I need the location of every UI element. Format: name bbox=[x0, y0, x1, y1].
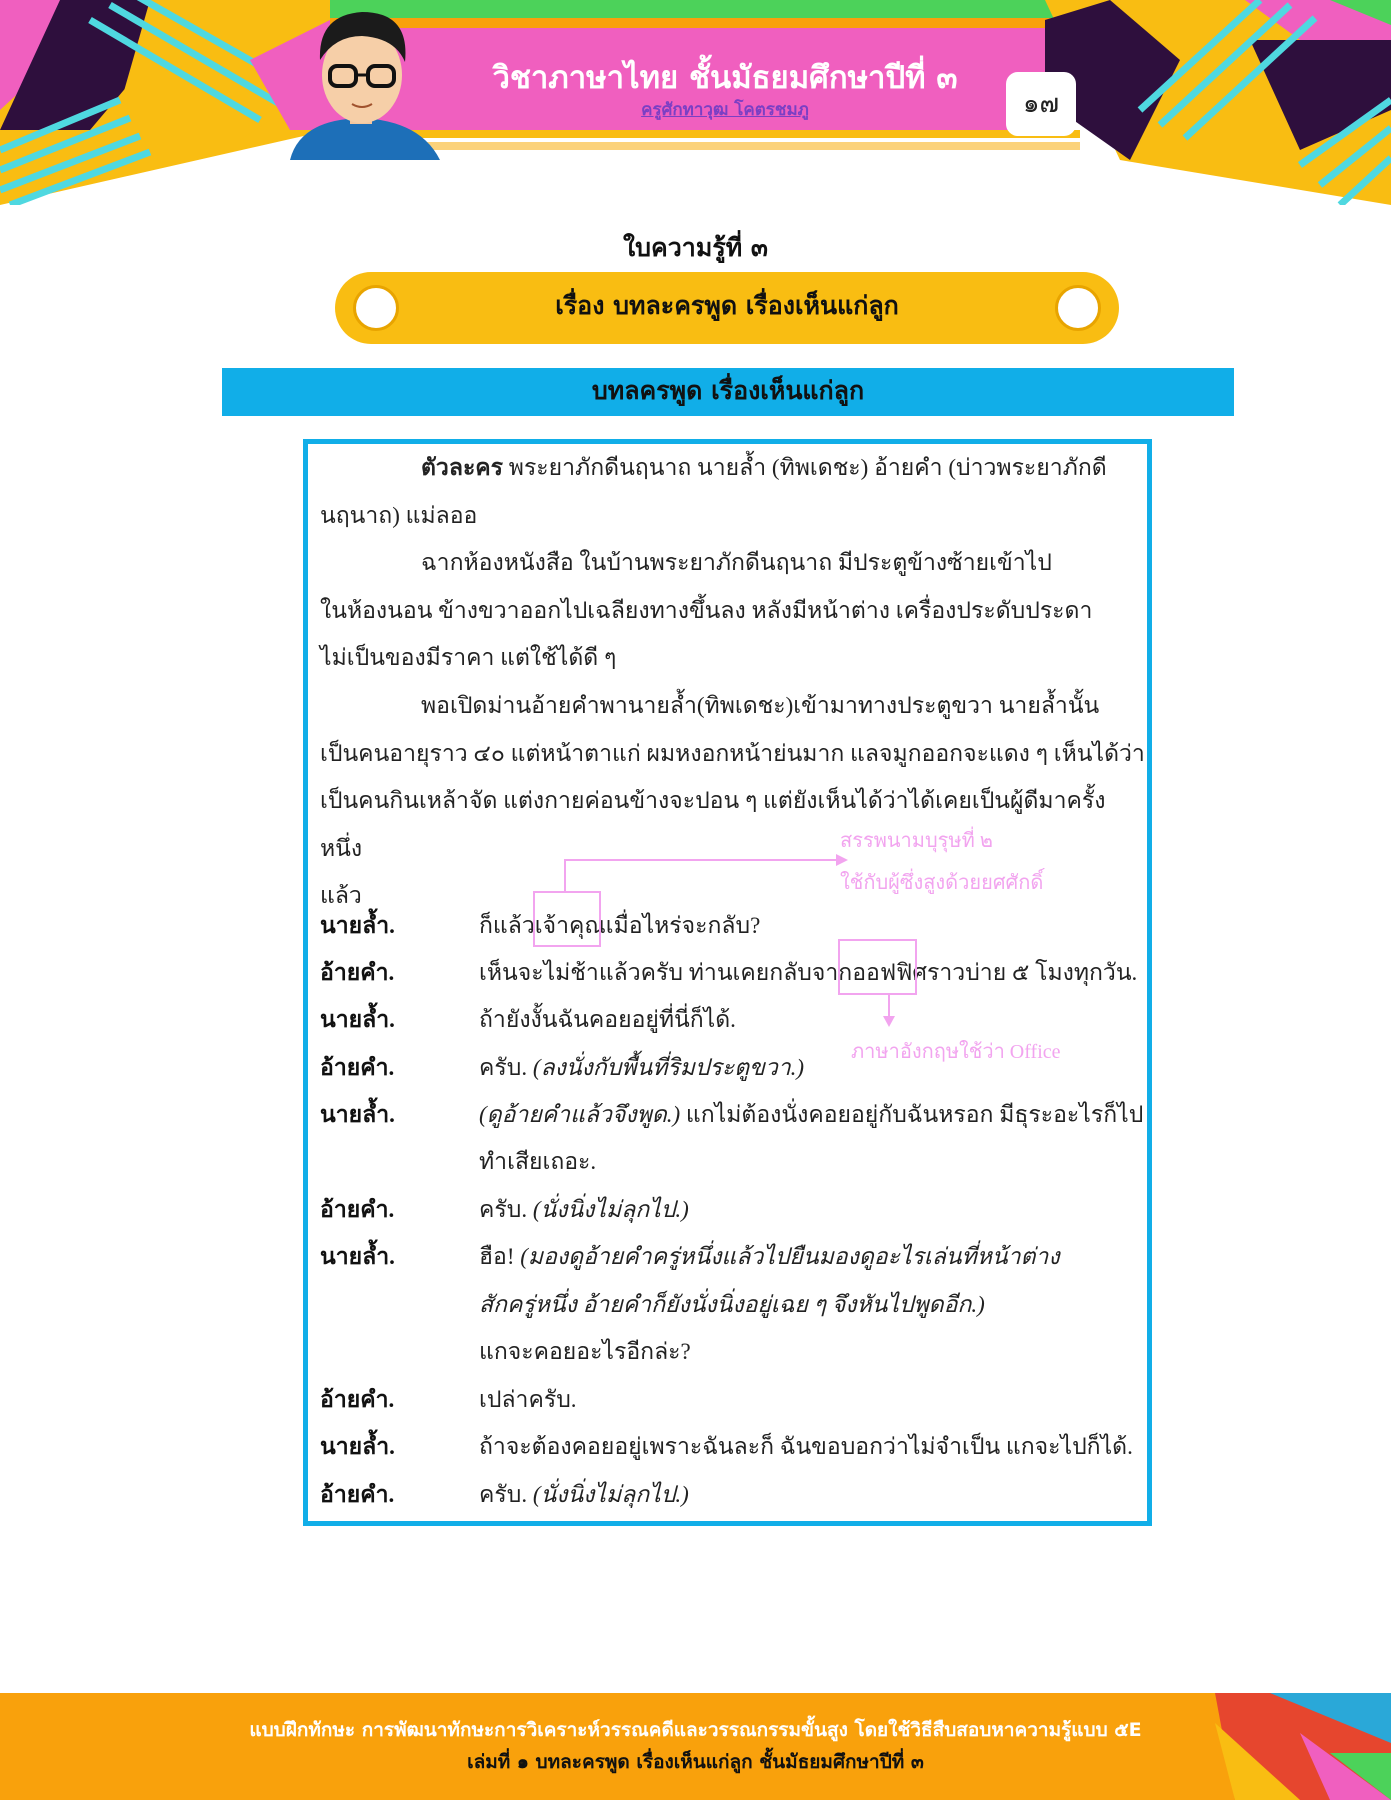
speech-text bbox=[479, 1186, 689, 1234]
speaker-name: นายล้ำ. bbox=[320, 1244, 395, 1269]
speaker-name: อ้ายคำ. bbox=[320, 1055, 395, 1080]
speaker-name: นายล้ำ. bbox=[320, 1434, 395, 1459]
stage-direction: (นั่งนิ่งไม่ลุกไป.) bbox=[532, 1197, 689, 1222]
dialogue-line bbox=[320, 1328, 1145, 1376]
speech-text: ถ้าจะต้องคอยอยู่เพราะฉันละก็ ฉันขอบอกว่าไม่จำเป็น แกจะไปก็ได้. bbox=[479, 1434, 1133, 1459]
speaker-name: นายล้ำ. bbox=[320, 1102, 395, 1127]
speech-text: แกจะคอยอะไรอีกล่ะ? bbox=[479, 1339, 691, 1364]
footer-line-2: เล่มที่ ๑ บทละครพูด เรื่องเห็นแก่ลูก ชั้นมัธยมศึกษาปีที่ ๓ bbox=[467, 1751, 924, 1773]
dialogue-line bbox=[320, 1091, 1145, 1139]
speaker-name: อ้ายคำ. bbox=[320, 960, 395, 985]
speech-text bbox=[479, 1471, 689, 1519]
desc-line-4: แล้ว bbox=[320, 883, 362, 908]
desc-line-3: เป็นคนกินเหล้าจัด แต่งกายค่อนข้างจะปอน ๆ แต่ยังเห็นได้ว่าได้เคยเป็นผู้ดีมาครั้งหนึ่ง bbox=[320, 788, 1106, 861]
annotation-note-2: ภาษาอังกฤษใช้ว่า Office bbox=[851, 1041, 1061, 1063]
characters-label: ตัวละคร bbox=[421, 455, 504, 480]
speech-text: ก็แล้วเจ้าคุณเมื่อไหร่จะกลับ? bbox=[479, 913, 761, 938]
speech-words: ครับ. bbox=[479, 1482, 533, 1507]
speech-text: ถ้ายังงั้นฉันคอยอยู่ที่นี่ก็ได้. bbox=[479, 1007, 736, 1032]
dialogue-line bbox=[320, 1423, 1145, 1471]
annotation-note-1-line-2: ใช้กับผู้ซึ่งสูงด้วยยศศักดิ์ bbox=[840, 872, 1044, 894]
desc-line-2: เป็นคนอายุราว ๔๐ แต่หน้าตาแก่ ผมหงอกหน้าย่นมาก แลจมูกออกจะแดง ๆ เห็นได้ว่า bbox=[320, 740, 1145, 766]
speaker-name: นายล้ำ. bbox=[320, 1007, 395, 1032]
characters-line-2: นฤนาถ) แม่ลออ bbox=[320, 502, 478, 528]
scene-paragraph bbox=[320, 539, 1145, 682]
stage-direction: (นั่งนิ่งไม่ลุกไป.) bbox=[532, 1482, 689, 1507]
scene-line-1: ฉากห้องหนังสือ ในบ้านพระยาภักดีนฤนาถ มีประตูข้างซ้ายเข้าไป bbox=[421, 550, 1052, 575]
teacher-name: ครูศักทาวุฒ โคตรชมภู bbox=[641, 100, 809, 120]
dialogue-line bbox=[320, 1233, 1145, 1281]
speech-text: ทำเสียเถอะ. bbox=[479, 1149, 597, 1174]
scene-line-3: ไม่เป็นของมีราคา แต่ใช้ได้ดี ๆ bbox=[320, 645, 617, 670]
characters-line-1: พระยาภักดีนฤนาถ นายล้ำ (ทิพเดชะ) อ้ายคำ (บ่าวพระยาภักดี bbox=[503, 455, 1107, 480]
topic-title: เรื่อง บทละครพูด เรื่องเห็นแก่ลูก bbox=[555, 291, 899, 320]
speech-text bbox=[479, 1091, 1143, 1139]
knowledge-sheet-number: ใบความรู้ที่ ๓ bbox=[622, 233, 769, 262]
characters-paragraph bbox=[320, 444, 1145, 539]
scene-line-2: ในห้องนอน ข้างขวาออกไปเฉลียงทางขึ้นลง หลังมีหน้าต่าง เครื่องประดับประดา bbox=[320, 597, 1093, 623]
stage-direction: สักครู่หนึ่ง อ้ายคำก็ยังนั่งนิ่งอยู่เฉย ๆ จึงหันไปพูดอีก.) bbox=[479, 1292, 985, 1317]
speech-text bbox=[479, 1233, 1060, 1281]
section-title: บทลครพูด เรื่องเห็นแก่ลูก bbox=[222, 368, 1234, 416]
page-header bbox=[0, 0, 1391, 205]
stage-direction: (มองดูอ้ายคำครู่หนึ่งแล้วไปยืนมองดูอะไรเล่นที่หน้าต่าง bbox=[520, 1244, 1060, 1269]
header-title: วิชาภาษาไทย ชั้นมัธยมศึกษาปีที่ ๓ bbox=[492, 60, 958, 96]
stage-direction: (ลงนั่งกับพื้นที่ริมประตูขวา.) bbox=[532, 1055, 805, 1080]
speech-words: ครับ. bbox=[479, 1055, 533, 1080]
speech-text bbox=[479, 1281, 985, 1329]
dialogue-line bbox=[320, 902, 1145, 950]
dialogue-line bbox=[320, 1186, 1145, 1234]
annotation-note-1-line-1: สรรพนามบุรุษที่ ๒ bbox=[840, 830, 993, 852]
speech-text bbox=[479, 1044, 804, 1092]
desc-line-1: พอเปิดม่านอ้ายคำพานายล้ำ(ทิพเดชะ)เข้ามาทางประตูขวา นายล้ำนั้น bbox=[421, 693, 1100, 718]
dialogue-line bbox=[320, 1376, 1145, 1424]
page-number: ๑๗ bbox=[1006, 72, 1076, 136]
speech-words: แกไม่ต้องนั่งคอยอยู่กับฉันหรอก มีธุระอะไรก็ไป bbox=[680, 1102, 1144, 1127]
speaker-name: นายล้ำ. bbox=[320, 913, 395, 938]
speaker-name: อ้ายคำ. bbox=[320, 1482, 395, 1507]
speech-words: ครับ. bbox=[479, 1197, 533, 1222]
dialogue-line bbox=[320, 1471, 1145, 1519]
speaker-name: อ้ายคำ. bbox=[320, 1197, 395, 1222]
speech-words: ฮือ! bbox=[479, 1244, 521, 1269]
dialogue-line bbox=[320, 949, 1145, 997]
page-footer bbox=[0, 1693, 1391, 1800]
footer-line-1: แบบฝึกทักษะ การพัฒนาทักษะการวิเคราะห์วรรณคดีและวรรณกรรมขั้นสูง โดยใช้วิธีสืบสอบหาความรู้แบบ ๕E bbox=[249, 1719, 1142, 1741]
dialogue-line bbox=[320, 1138, 1145, 1186]
stage-direction: (ดูอ้ายคำแล้วจึงพูด.) bbox=[479, 1102, 681, 1127]
speech-text: เห็นจะไม่ช้าแล้วครับ ท่านเคยกลับจากออฟฟิศราวบ่าย ๕ โมงทุกวัน. bbox=[479, 960, 1138, 985]
speaker-name: อ้ายคำ. bbox=[320, 1387, 395, 1412]
play-script-box bbox=[303, 439, 1152, 1526]
speech-text: เปล่าครับ. bbox=[479, 1387, 577, 1412]
dialogue-line bbox=[320, 1281, 1145, 1329]
topic-banner bbox=[335, 272, 1119, 344]
